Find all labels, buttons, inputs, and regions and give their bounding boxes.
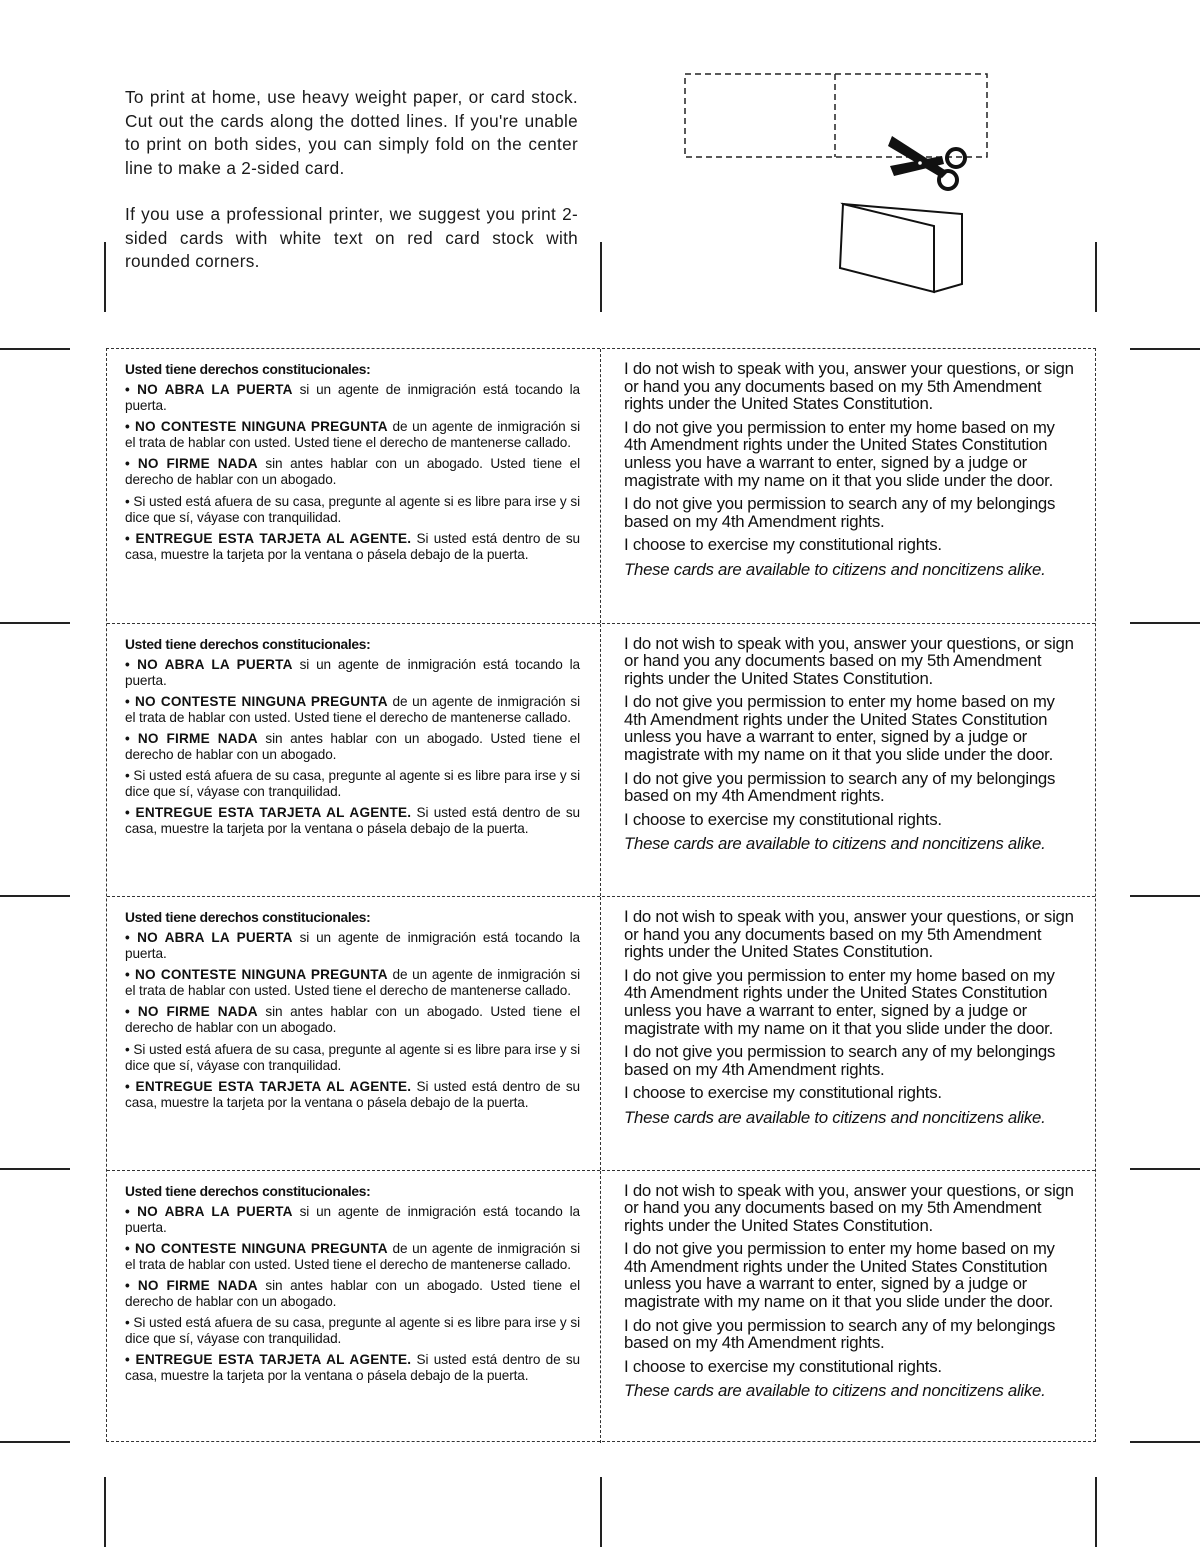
english-statement: I do not give you permission to enter my home based on my 4th Amendment rights under the United States Constitution unless you have a warrant to enter, signed by a judge or magistrate with my name on it that you slide under the door.: [624, 692, 1055, 765]
crop-mark: [1130, 895, 1200, 897]
spanish-bullet: • NO FIRME NADA sin antes hablar con un abogado. Usted tiene el derecho de hablar con un abogado.: [125, 730, 580, 762]
spanish-card-title: Usted tiene derechos constitucionales:: [125, 1183, 371, 1199]
crop-mark: [1130, 1168, 1200, 1170]
crop-mark: [0, 348, 70, 350]
spanish-card-title: Usted tiene derechos constitucionales:: [125, 636, 371, 652]
spanish-bullet: • Si usted está afuera de su casa, pregunte al agente si es libre para irse y si dice que sí, váyase con tranquilidad.: [125, 1315, 580, 1347]
spanish-bullet: • NO ABRA LA PUERTA si un agente de inmigración está tocando la puerta.: [125, 1203, 580, 1235]
crop-mark: [0, 622, 70, 624]
card-row: [107, 1170, 1095, 1444]
crop-mark: [1095, 1477, 1097, 1547]
card-spanish-side: [107, 897, 601, 1170]
english-statement: I do not give you permission to search any of my belongings based on my 4th Amendment rights.: [624, 1042, 1056, 1079]
english-statement: I choose to exercise my constitutional rights.: [624, 1083, 942, 1103]
cutting-illustration: [680, 68, 990, 308]
crop-mark: [1095, 242, 1097, 312]
english-statement: I choose to exercise my constitutional rights.: [624, 1356, 942, 1376]
spanish-bullet: • NO FIRME NADA sin antes hablar con un abogado. Usted tiene el derecho de hablar con un abogado.: [125, 456, 580, 488]
spanish-bullet: • NO CONTESTE NINGUNA PREGUNTA de un agente de inmigración si el trata de hablar con usted. Usted tiene el derecho de mantenerse callado.: [125, 967, 580, 999]
english-statement: I do not wish to speak with you, answer your questions, or sign or hand you any documents based on my 5th Amendment rights under the United States Constitution.: [624, 359, 1074, 414]
crop-mark: [0, 1168, 70, 1170]
spanish-bullet: • Si usted está afuera de su casa, pregunte al agente si es libre para irse y si dice que sí, váyase con tranquilidad.: [125, 768, 580, 800]
english-statement: I do not give you permission to search any of my belongings based on my 4th Amendment rights.: [624, 768, 1056, 806]
spanish-bullet: • ENTREGUE ESTA TARJETA AL AGENTE. Si usted está dentro de su casa, muestre la tarjeta por la ventana o pásela debajo de la puerta.: [125, 530, 580, 562]
card-spanish-side: [107, 624, 601, 897]
english-statement: I choose to exercise my constitutional rights.: [624, 535, 942, 555]
crop-mark: [600, 1477, 602, 1547]
english-statement: I do not wish to speak with you, answer your questions, or sign or hand you any documents based on my 5th Amendment rights under the United States Constitution.: [624, 907, 1074, 962]
crop-mark: [1130, 622, 1200, 624]
spanish-bullet: • ENTREGUE ESTA TARJETA AL AGENTE. Si usted está dentro de su casa, muestre la tarjeta por la ventana o pásela debajo de la puerta.: [125, 805, 580, 837]
crop-mark: [0, 895, 70, 897]
spanish-bullet: • NO ABRA LA PUERTA si un agente de inmigración está tocando la puerta.: [125, 656, 580, 688]
spanish-bullet: • NO ABRA LA PUERTA si un agente de inmigración está tocando la puerta.: [125, 930, 580, 962]
instructions-paragraph-2: If you use a professional printer, we suggest you print 2-sided cards with white text on red card stock with rounded corners.: [125, 204, 578, 271]
spanish-bullet: • NO CONTESTE NINGUNA PREGUNTA de un agente de inmigración si el trata de hablar con usted. Usted tiene el derecho de mantenerse callado.: [125, 1240, 580, 1272]
card-english-side: [601, 897, 1095, 1170]
crop-mark: [104, 1477, 106, 1547]
spanish-bullet: • NO FIRME NADA sin antes hablar con un abogado. Usted tiene el derecho de hablar con un abogado.: [125, 1004, 580, 1036]
english-statement: I choose to exercise my constitutional rights.: [624, 809, 942, 829]
english-statement: I do not wish to speak with you, answer your questions, or sign or hand you any documents based on my 5th Amendment rights under the United States Constitution.: [624, 1180, 1074, 1235]
dashed-card-outline: [685, 74, 987, 157]
spanish-card-title: Usted tiene derechos constitucionales:: [125, 910, 371, 925]
english-statement: I do not give you permission to search any of my belongings based on my 4th Amendment rights.: [624, 1315, 1056, 1353]
scissors-icon: [888, 136, 965, 189]
card-row: [107, 349, 1095, 623]
card-row: [107, 623, 1095, 897]
spanish-bullet: • ENTREGUE ESTA TARJETA AL AGENTE. Si usted está dentro de su casa, muestre la tarjeta por la ventana o pásela debajo de la puerta.: [125, 1078, 580, 1110]
card-sheet: [106, 348, 1096, 1442]
card-english-side: [601, 624, 1095, 897]
spanish-bullet: • ENTREGUE ESTA TARJETA AL AGENTE. Si usted está dentro de su casa, muestre la tarjeta por la ventana o pásela debajo de la puerta.: [125, 1352, 580, 1384]
print-instructions: [125, 86, 578, 297]
english-tagline: These cards are available to citizens and noncitizens alike.: [624, 559, 1046, 579]
crop-mark: [1130, 348, 1200, 350]
card-english-side: [601, 349, 1095, 623]
english-statement: I do not give you permission to enter my home based on my 4th Amendment rights under the United States Constitution unless you have a warrant to enter, signed by a judge or magistrate with my name on it that you slide under the door.: [624, 965, 1055, 1038]
spanish-bullet: • NO CONTESTE NINGUNA PREGUNTA de un agente de inmigración si el trata de hablar con usted. Usted tiene el derecho de mantenerse callado.: [125, 419, 580, 451]
crop-mark: [1130, 1441, 1200, 1443]
card-spanish-side: [107, 349, 601, 623]
english-statement: I do not give you permission to search any of my belongings based on my 4th Amendment rights.: [624, 494, 1056, 531]
english-statement: I do not give you permission to enter my home based on my 4th Amendment rights under the United States Constitution unless you have a warrant to enter, signed by a judge or magistrate with my name on it that you slide under the door.: [624, 417, 1055, 490]
spanish-bullet: • Si usted está afuera de su casa, pregunte al agente si es libre para irse y si dice que sí, váyase con tranquilidad.: [125, 493, 580, 525]
crop-mark: [600, 242, 602, 312]
spanish-bullet: • Si usted está afuera de su casa, pregunte al agente si es libre para irse y si dice que sí, váyase con tranquilidad.: [125, 1041, 580, 1073]
card-english-side: [601, 1171, 1095, 1444]
english-tagline: These cards are available to citizens and noncitizens alike.: [624, 834, 1046, 854]
english-statement: I do not wish to speak with you, answer your questions, or sign or hand you any documents based on my 5th Amendment rights under the United States Constitution.: [624, 633, 1074, 688]
card-row: [107, 896, 1095, 1170]
english-tagline: These cards are available to citizens and noncitizens alike.: [624, 1381, 1046, 1401]
instructions-paragraph-1: To print at home, use heavy weight paper, or card stock. Cut out the cards along the dotted lines. If you're unable to print on both sides, you can simply fold on the center line to make a 2-sided card.: [125, 87, 578, 178]
english-statement: I do not give you permission to enter my home based on my 4th Amendment rights under the United States Constitution unless you have a warrant to enter, signed by a judge or magistrate with my name on it that you slide under the door.: [624, 1239, 1055, 1312]
card-spanish-side: [107, 1171, 601, 1444]
spanish-bullet: • NO FIRME NADA sin antes hablar con un abogado. Usted tiene el derecho de hablar con un abogado.: [125, 1277, 580, 1309]
spanish-card-title: Usted tiene derechos constitucionales:: [125, 362, 371, 377]
crop-mark: [0, 1441, 70, 1443]
english-tagline: These cards are available to citizens and noncitizens alike.: [624, 1107, 1046, 1127]
spanish-bullet: • NO ABRA LA PUERTA si un agente de inmigración está tocando la puerta.: [125, 382, 580, 414]
folded-card-icon: [840, 204, 962, 292]
spanish-bullet: • NO CONTESTE NINGUNA PREGUNTA de un agente de inmigración si el trata de hablar con usted. Usted tiene el derecho de mantenerse callado.: [125, 693, 580, 725]
crop-mark: [104, 242, 106, 312]
